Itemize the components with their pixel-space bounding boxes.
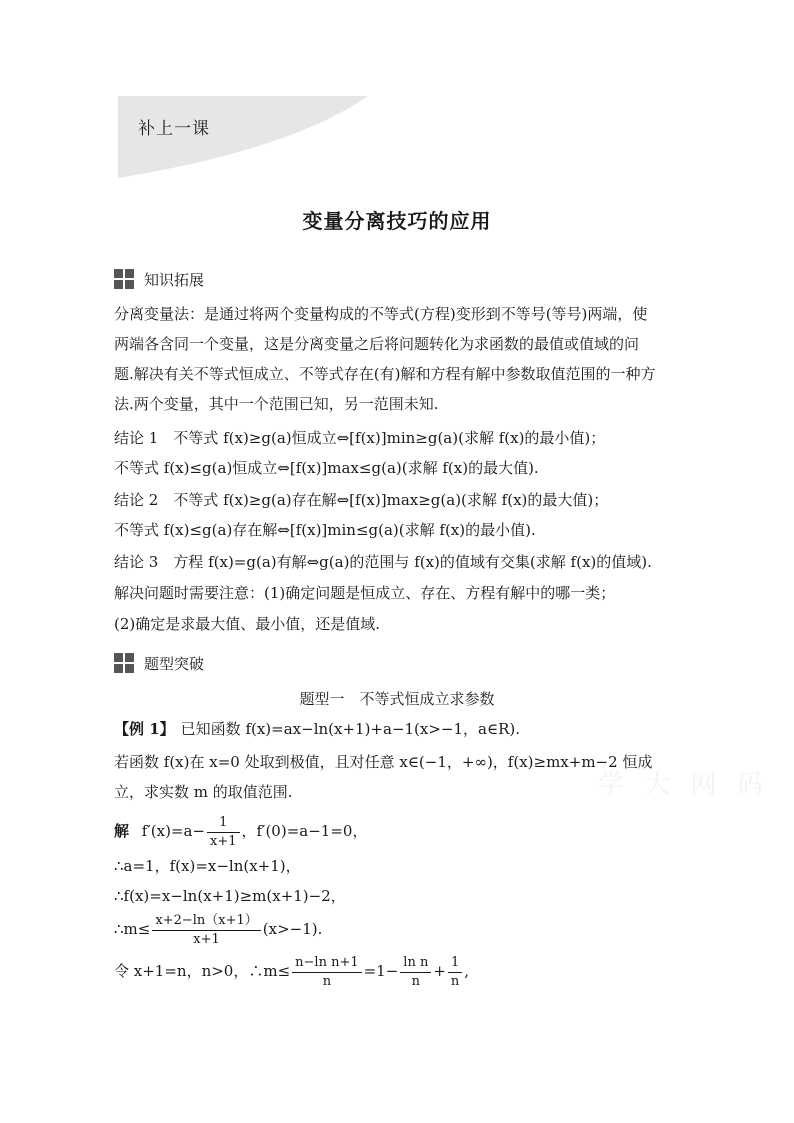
question-line-1: 若函数 f(x)在 x=0 处取到极值，且对任意 x∈(−1，+∞)，f(x)≥mx+m−2 恒成: [114, 753, 653, 771]
conclusion-1b: 不等式 f(x)≤g(a)恒成立⇔[f(x)]max≤g(a)(求解 f(x)的最大值).: [114, 459, 539, 477]
grid-icon: [114, 653, 134, 673]
question-line-2: 立，求实数 m 的取值范围.: [114, 783, 293, 801]
solution-step-5: [114, 952, 469, 991]
page-title: 变量分离技巧的应用: [302, 209, 492, 233]
paragraph-line: 法.两个变量，其中一个范围已知，另一范围未知.: [114, 395, 439, 413]
note-line-1: 解决问题时需要注意：(1)确定问题是恒成立、存在、方程有解中的哪一类；: [114, 584, 616, 602]
step5-lhs: 令 x+1=n，n>0，∴m≤: [114, 962, 291, 980]
chapter-banner: [0, 0, 794, 190]
fraction-numerator: n−ln n+1: [292, 954, 361, 973]
step1-rhs: ，f′(0)=a−1=0，: [241, 822, 368, 840]
fraction-denominator: x+1: [193, 931, 220, 947]
solution-step-1: [114, 812, 367, 851]
note-line-2: (2)确定是求最大值、最小值，还是值域.: [114, 615, 381, 633]
solution-step-4: [114, 910, 322, 949]
fraction-denominator: n: [411, 973, 420, 989]
fraction-denominator: x+1: [210, 833, 237, 849]
solution-step-3: ∴f(x)=x−ln(x+1)≥m(x+1)−2，: [114, 887, 346, 905]
fraction-numerator: ln n: [400, 954, 431, 973]
banner-label: 补上一课: [138, 119, 210, 139]
conclusion-2a: 结论 2 不等式 f(x)≥g(a)存在解⇔[f(x)]max≥g(a)(求解 f(x)的最大值)；: [114, 491, 609, 509]
fraction-denominator: n: [450, 973, 460, 989]
fraction: [448, 954, 462, 991]
watermark: 学 大 网 码: [598, 770, 769, 800]
fraction: [207, 814, 240, 851]
conclusion-1a: 结论 1 不等式 f(x)≥g(a)恒成立⇔[f(x)]min≥g(a)(求解 f(x)的最小值)；: [114, 429, 606, 447]
conclusion-2b: 不等式 f(x)≤g(a)存在解⇔[f(x)]min≤g(a)(求解 f(x)的最小值).: [114, 521, 536, 539]
paragraph-line: 两端各含同一个变量，这是分离变量之后将问题转化为求函数的最值或值域的问: [114, 335, 640, 353]
step1-lhs: f′(x)=a−: [141, 822, 205, 840]
example-text: 已知函数 f(x)=ax−ln(x+1)+a−1(x>−1，a∈R).: [180, 720, 521, 738]
paragraph-line: 分离变量法：是通过将两个变量构成的不等式(方程)变形到不等号(等号)两端，使: [114, 305, 648, 323]
section-problems-heading: [114, 652, 204, 674]
step4-lhs: ∴m≤: [114, 920, 151, 938]
paragraph-line: 题.解决有关不等式恒成立、不等式存在(有)解和方程有解中参数取值范围的一种方: [114, 365, 656, 383]
fraction: [152, 912, 260, 949]
grid-icon: [114, 269, 134, 289]
section-heading-text: 题型突破: [144, 654, 205, 673]
fraction: [292, 954, 361, 991]
step5-plus: +: [433, 962, 446, 980]
fraction-numerator: 1: [207, 814, 240, 833]
fraction-denominator: n: [322, 973, 332, 989]
fraction-numerator: x+2−ln（x+1）: [152, 912, 260, 931]
solution-label: 解: [114, 822, 130, 840]
example-line: [114, 719, 520, 739]
step5-end: ,: [464, 962, 470, 980]
example-tag: 【例 1】: [114, 720, 175, 738]
fraction-numerator: 1: [448, 954, 462, 973]
conclusion-3: 结论 3 方程 f(x)=g(a)有解⇔g(a)的范围与 f(x)的值域有交集(求解 f(x)的值域).: [114, 553, 652, 571]
fraction: [400, 954, 431, 991]
solution-step-2: ∴a=1，f(x)=x−ln(x+1)，: [114, 857, 301, 875]
step4-rhs: (x>−1).: [262, 920, 323, 938]
step5-mid: =1−: [363, 962, 399, 980]
section-knowledge-heading: [114, 268, 204, 290]
problem-type-subheading: 题型一 不等式恒成立求参数: [299, 690, 495, 708]
section-heading-text: 知识拓展: [144, 270, 205, 289]
